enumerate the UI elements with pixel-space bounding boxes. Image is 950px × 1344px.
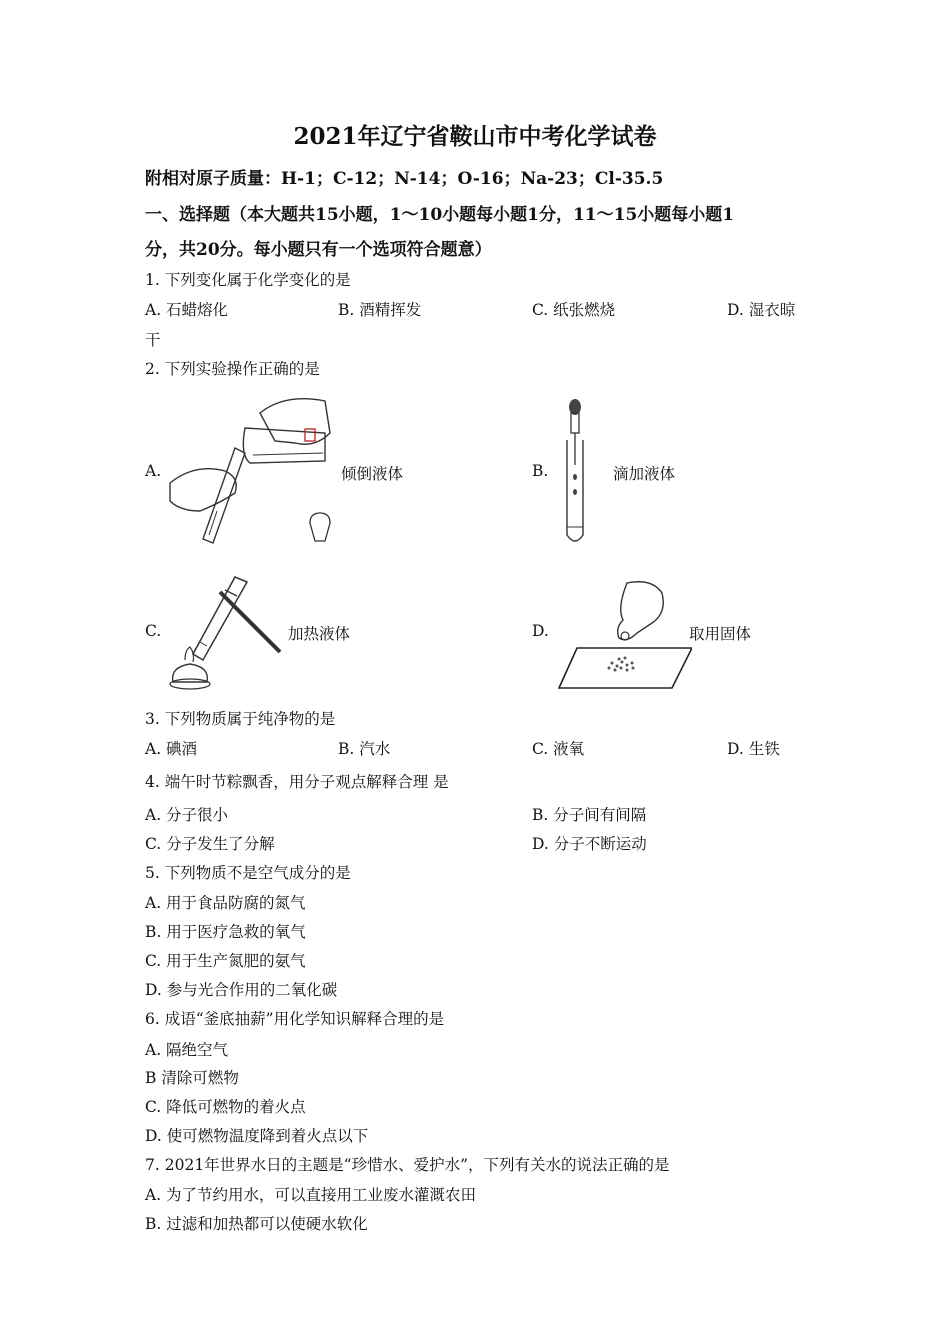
dropper-icon	[555, 395, 595, 550]
question-3	[145, 707, 335, 729]
q7-option-a: A. 为了节约用水，可以直接用工业废水灌溉农田	[145, 1186, 477, 1204]
question-1	[145, 268, 351, 290]
q2-figure-b-caption: 滴加液体	[613, 465, 676, 483]
section-heading-line1: 一、选择题（本大题共15小题，1～10小题每小题1分，11～15小题每小题1	[145, 205, 735, 225]
question-number: 2.	[145, 360, 160, 378]
q2-figure-d-letter: D.	[532, 622, 549, 640]
section-heading-line2: 分，共20分。每小题只有一个选项符合题意）	[145, 240, 492, 260]
q6-option-c: C. 降低可燃物的着火点	[145, 1098, 306, 1116]
question-stem: 下列物质不是空气成分的是	[164, 864, 351, 882]
q1-option-b: B. 酒精挥发	[338, 301, 422, 319]
question-stem: 下列实验操作正确的是	[164, 360, 320, 378]
q3-option-c: C. 液氧	[532, 740, 585, 758]
page-title: 2021年辽宁省鞍山市中考化学试卷	[293, 123, 657, 150]
q7-option-b: B. 过滤和加热都可以使硬水软化	[145, 1215, 368, 1233]
q3-option-b: B. 汽水	[338, 740, 391, 758]
q1-option-c: C. 纸张燃烧	[532, 301, 616, 319]
question-stem: 2021年世界水日的主题是“珍惜水、爱护水”，下列有关水的说法正确的是	[164, 1156, 670, 1174]
question-stem: 下列物质属于纯净物的是	[164, 710, 336, 728]
q2-figure-c-letter: C.	[145, 622, 162, 640]
q5-option-b: B. 用于医疗急救的氧气	[145, 923, 306, 941]
q1-option-a: A. 石蜡熔化	[145, 301, 229, 319]
question-number: 1.	[145, 271, 160, 289]
atomic-masses: 附相对原子质量：H-1；C-12；N-14；O-16；Na-23；Cl-35.5	[145, 169, 664, 189]
q6-option-a: A. 隔绝空气	[145, 1041, 229, 1059]
question-stem: 下列变化属于化学变化的是	[164, 271, 351, 289]
question-number: 6.	[145, 1010, 160, 1028]
pour-liquid-icon	[165, 393, 345, 553]
q5-option-c: C. 用于生产氮肥的氨气	[145, 952, 306, 970]
q2-figure-c-caption: 加热液体	[288, 625, 351, 643]
q6-option-b: B 清除可燃物	[145, 1069, 239, 1087]
take-solid-icon	[557, 578, 692, 693]
question-stem: 成语“釜底抽薪”用化学知识解释合理的是	[164, 1010, 445, 1028]
q2-figure-d-caption: 取用固体	[689, 625, 752, 643]
question-5	[145, 861, 351, 883]
q3-option-d: D. 生铁	[727, 740, 780, 758]
q6-option-d: D. 使可燃物温度降到着火点以下	[145, 1127, 369, 1145]
question-number: 3.	[145, 710, 160, 728]
question-stem: 端午时节粽飘香，用分子观点解释合理 是	[164, 773, 449, 791]
q4-option-c: C. 分子发生了分解	[145, 835, 275, 853]
question-number: 5.	[145, 864, 160, 882]
question-7	[145, 1153, 670, 1175]
q1-option-d: D. 湿衣晾	[727, 301, 796, 319]
q2-figure-b-letter: B.	[532, 462, 549, 480]
question-number: 4.	[145, 773, 160, 791]
q2-figure-a-caption: 倾倒液体	[341, 465, 404, 483]
question-2	[145, 357, 320, 379]
q1-option-d-wrap: 干	[145, 331, 161, 349]
question-6	[145, 1007, 444, 1029]
question-number: 7.	[145, 1156, 160, 1174]
q4-option-b: B. 分子间有间隔	[532, 806, 647, 824]
q5-option-a: A. 用于食品防腐的氮气	[145, 894, 306, 912]
q4-option-a: A. 分子很小	[145, 806, 229, 824]
question-4	[145, 770, 449, 792]
q5-option-d: D. 参与光合作用的二氧化碳	[145, 981, 338, 999]
heat-liquid-icon	[165, 572, 285, 692]
q3-option-a: A. 碘酒	[145, 740, 198, 758]
q2-figure-a-letter: A.	[145, 462, 162, 480]
q4-option-d: D. 分子不断运动	[532, 835, 647, 853]
